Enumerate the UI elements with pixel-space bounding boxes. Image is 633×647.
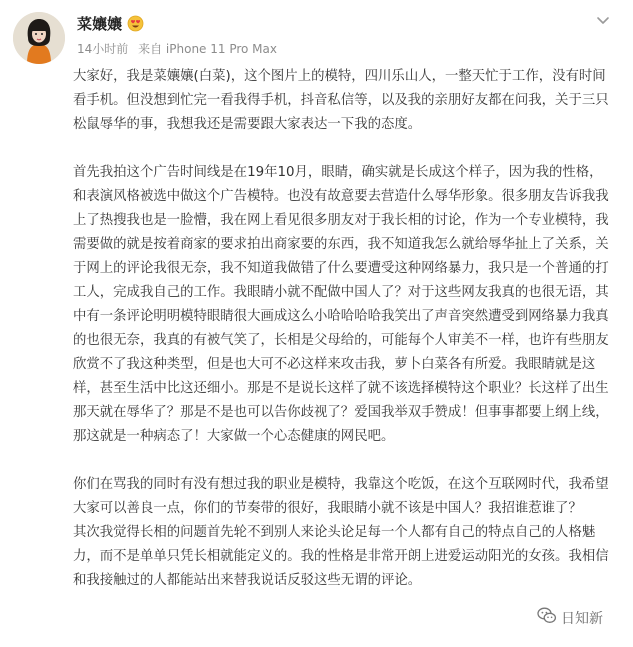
avatar-image xyxy=(13,12,65,64)
post-paragraph: 大家好，我是菜孃孃(白菜)，这个图片上的模特，四川乐山人，一整天忙于工作，没有时间看手机。但没想到忙完一看我得手机，抖音私信等，以及我的亲朋好友都在问我，关于三只松鼠辱华的事，我想我还是需要跟大家表达一下我的态度。 xyxy=(73,69,609,132)
avatar[interactable] xyxy=(13,12,65,64)
author-row xyxy=(77,13,144,34)
post-body xyxy=(73,65,613,593)
post-time: 14小时前 xyxy=(77,42,129,56)
watermark xyxy=(537,607,603,628)
watermark-text: 日知新 xyxy=(561,610,603,627)
heart-eyes-emoji-icon xyxy=(127,15,144,32)
post-paragraph: 你们在骂我的同时有没有想过我的职业是模特，我靠这个吃饭，在这个互联网时代，我希望大家可以善良一点，你们的节奏带的很好，我眼睛小就不该是中国人？我招谁惹谁了？ xyxy=(73,477,609,516)
post-meta xyxy=(77,40,277,57)
post-paragraph: 首先我拍这个广告时间线是在19年10月，眼睛，确实就是长成这个样子，因为我的性格，和表演风格被选中做这个广告模特。也没有故意要去营造什么辱华形象。很多朋友告诉我我上了热搜我也是一脸懵，我在网上看见很多朋友对于我长相的讨论，作为一个专业模特，我需要做的就是按着商家的要求拍出商家要的东西，我不知道我怎么就给辱华扯上了关系，关于网上的评论我很无奈，我不知道我做错了什么要遭受这种网络暴力，我只是一个普通的打工人，完成我自己的工作。我眼睛小就不配做中国人了？对于这些网友我真的也很无语，其中有一条评论明明模特眼睛很大画成这么小哈哈哈哈我笑出了声音突然遭受到网络暴力我真的也很无奈，我真的有被气笑了，长相是父母给的，可能每个人审美不一样，也许有些朋友欣赏不了我这种类型，但是也大可不必这样来攻击我，萝卜白菜各有所爱。我眼睛就是这样，甚至生活中比这还细小。那是不是说长这样了就不该选择模特这个职业？长这样了出生那天就在辱华了？那是不是也可以告你歧视了？爱国我举双手赞成！但事事都要上纲上线，那这就是一种病态了！大家做一个心态健康的网民吧。 xyxy=(73,165,609,444)
post-paragraph: 其次我觉得长相的问题首先轮不到别人来论头论足每一个人都有自己的特点自己的人格魅力，而不是单单只凭长相就能定义的。我的性格是非常开朗上进爱运动阳光的女孩。我相信和我接触过的人都能站出来替我说话反驳这些无谓的评论。 xyxy=(73,525,609,588)
wechat-icon xyxy=(537,607,557,628)
author-name[interactable]: 菜孃孃 xyxy=(77,15,123,33)
chevron-down-icon[interactable] xyxy=(594,11,612,29)
post-source: 来自 iPhone 11 Pro Max xyxy=(138,42,277,56)
